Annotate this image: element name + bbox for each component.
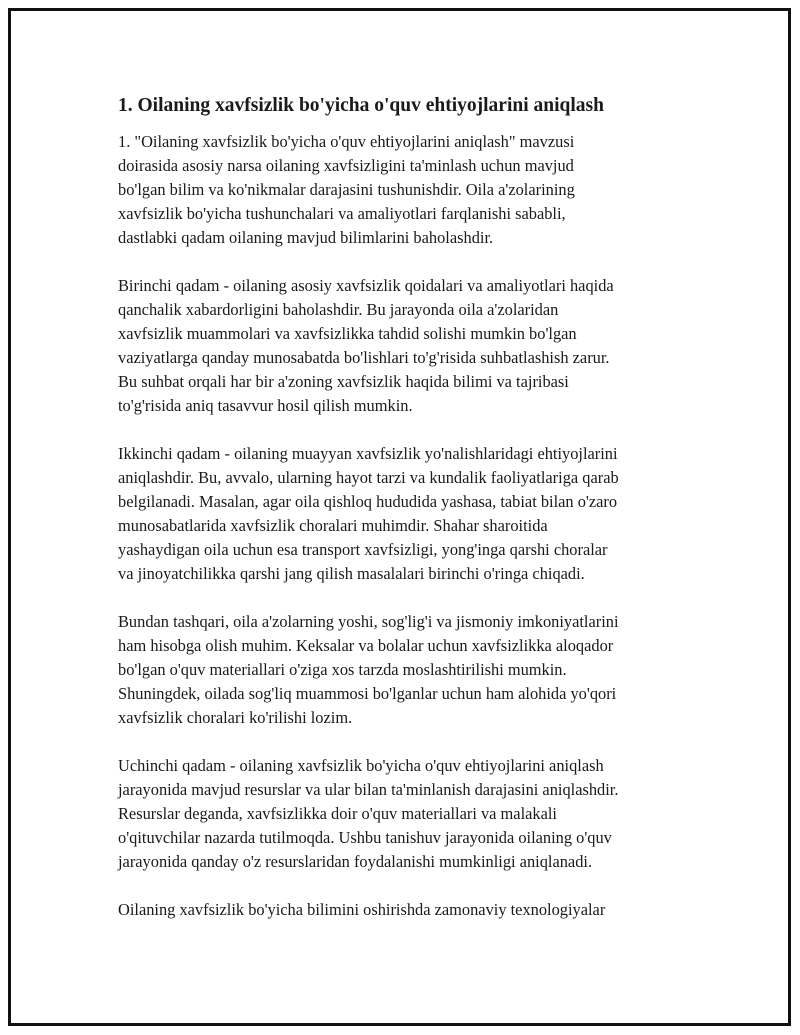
text-line: Ikkinchi qadam - oilaning muayyan xavfsizlik yo'nalishlaridagi ehtiyojlarini	[118, 444, 618, 463]
document-body	[118, 93, 688, 946]
text-line: bo'lgan o'quv materiallari o'ziga xos tarzda moslashtirilishi mumkin.	[118, 660, 567, 679]
text-line: Oilaning xavfsizlik bo'yicha bilimini oshirishda zamonaviy texnologiyalar	[118, 900, 606, 919]
text-line: bo'lgan bilim va ko'nikmalar darajasini tushunishdir. Oila a'zolarining	[118, 180, 575, 199]
text-line: 1. "Oilaning xavfsizlik bo'yicha o'quv ehtiyojlarini aniqlash" mavzusi	[118, 132, 575, 151]
text-line: jarayonida mavjud resurslar va ular bilan ta'minlanish darajasini aniqlashdir.	[118, 780, 619, 799]
paragraph	[118, 754, 688, 874]
text-line: jarayonida qanday o'z resurslaridan foydalanishi mumkinligi aniqlanadi.	[118, 852, 593, 871]
text-line: xavfsizlik bo'yicha tushunchalari va amaliyotlari farqlanishi sababli,	[118, 204, 566, 223]
text-line: yashaydigan oila uchun esa transport xavfsizligi, yong'inga qarshi choralar	[118, 540, 608, 559]
text-line: munosabatlarida xavfsizlik choralari muhimdir. Shahar sharoitida	[118, 516, 548, 535]
text-line: aniqlashdir. Bu, avvalo, ularning hayot tarzi va kundalik faoliyatlariga qarab	[118, 468, 619, 487]
text-line: Bu suhbat orqali har bir a'zoning xavfsizlik haqida bilimi va tajribasi	[118, 372, 569, 391]
paragraph	[118, 898, 688, 922]
text-line: belgilanadi. Masalan, agar oila qishloq hududida yashasa, tabiat bilan o'zaro	[118, 492, 618, 511]
paragraph	[118, 442, 688, 586]
paragraph-list	[118, 130, 688, 922]
text-line: dastlabki qadam oilaning mavjud bilimlarini baholashdir.	[118, 228, 494, 247]
text-line: va jinoyatchilikka qarshi jang qilish masalalari birinchi o'ringa chiqadi.	[118, 564, 585, 583]
paragraph	[118, 274, 688, 418]
text-line: qanchalik xabardorligini baholashdir. Bu jarayonda oila a'zolaridan	[118, 300, 559, 319]
paragraph	[118, 610, 688, 730]
text-line: Shuningdek, oilada sog'liq muammosi bo'lganlar uchun ham alohida yo'qori	[118, 684, 617, 703]
text-line: ham hisobga olish muhim. Keksalar va bolalar uchun xavfsizlikka aloqador	[118, 636, 614, 655]
text-line: to'g'risida aniq tasavvur hosil qilish mumkin.	[118, 396, 413, 415]
section-heading: 1. Oilaning xavfsizlik bo'yicha o'quv ehtiyojlarini aniqlash	[118, 95, 604, 116]
text-line: vaziyatlarga qanday munosabatda bo'lishlari to'g'risida suhbatlashish zarur.	[118, 348, 610, 367]
text-line: doirasida asosiy narsa oilaning xavfsizligini ta'minlash uchun mavjud	[118, 156, 574, 175]
text-line: xavfsizlik choralari ko'rilishi lozim.	[118, 708, 353, 727]
text-line: o'qituvchilar nazarda tutilmoqda. Ushbu tanishuv jarayonida oilaning o'quv	[118, 828, 612, 847]
paragraph	[118, 130, 688, 250]
text-line: xavfsizlik muammolari va xavfsizlikka tahdid solishi mumkin bo'lgan	[118, 324, 577, 343]
text-line: Birinchi qadam - oilaning asosiy xavfsizlik qoidalari va amaliyotlari haqida	[118, 276, 614, 295]
text-line: Resurslar deganda, xavfsizlikka doir o'quv materiallari va malakali	[118, 804, 557, 823]
text-line: Uchinchi qadam - oilaning xavfsizlik bo'yicha o'quv ehtiyojlarini aniqlash	[118, 756, 604, 775]
text-line: Bundan tashqari, oila a'zolarning yoshi, sog'lig'i va jismoniy imkoniyatlarini	[118, 612, 619, 631]
